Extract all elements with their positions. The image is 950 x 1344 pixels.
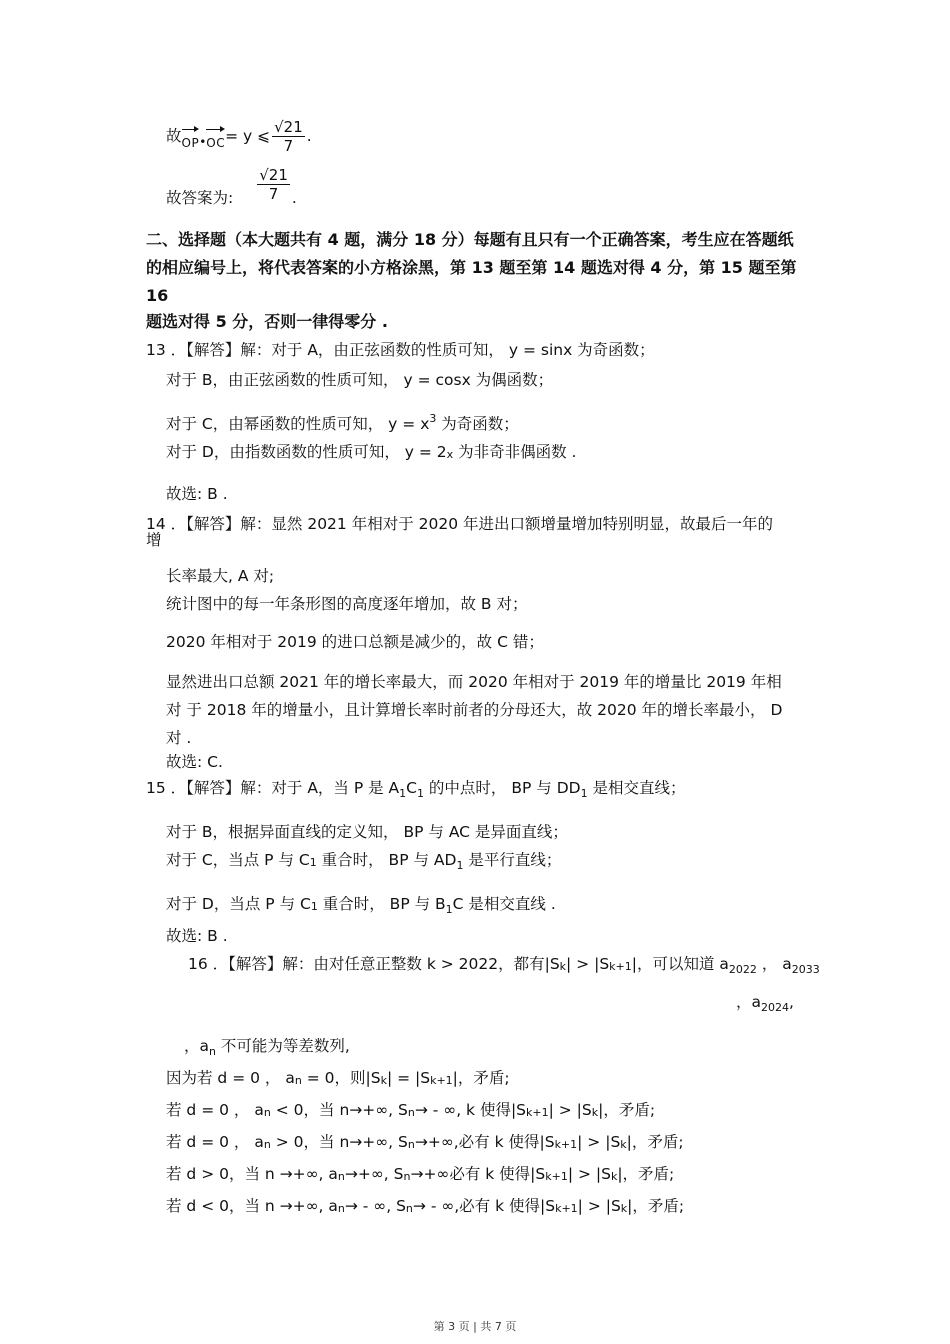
q16-line7: 若 d > 0，当 n →+∞, $a_n\to+\infty$, $S_n\to+\infty$必有 k 使得$|S_{k+1}| > |S_k|$，矛盾; (166, 1165, 675, 1183)
vector-op: OP (182, 127, 200, 153)
q14-line1: 14 ．【解答】解：显然 2021 年相对于 2020 年进出口额增量增加特别明显，故最后一年的 (146, 515, 774, 533)
q16-line1: 16 ．【解答】解：由对任意正整数 k > 2022，都有$|S_k| > |S_{k+1}|$，可以知道 $a_{2022}$ ， $a_{2033}$ (188, 955, 820, 976)
q13-choice: 故选: B . (166, 485, 228, 503)
q13-line4: 对于 D，由指数函数的性质可知， $y = 2_x$ 为非奇非偶函数 . (166, 443, 577, 461)
q15-line3: 对于 C，当点 P 与 $C_1$ 重合时， BP 与 $AD_1$ 是平行直线； (166, 851, 562, 872)
section-heading-line2: 的相应编号上，将代表答案的小方格涂黑，第 13 题至第 14 题选对得 4 分，第 15 题至第 (146, 258, 797, 277)
relation-text: = y ⩽ (225, 127, 271, 145)
q15-choice: 故选: B . (166, 927, 228, 945)
text-prefix: 故 (166, 127, 182, 145)
q15-line1: 15 ．【解答】解：对于 A，当 P 是 $A_1C_1$ 的中点时， BP 与 $DD_1$ 是相交直线； (146, 779, 686, 800)
answer-inequality-line: 故$OP_•OC= y$ ⩽ $\frac{√21}{7}$ . (166, 118, 312, 155)
q14-line2: 长率最大, A 对; (166, 567, 275, 585)
section-heading-line1: 二、选择题（本大题共有 4 题，满分 18 分）每题有且只有一个正确答案，考生应在答题纸 (146, 230, 794, 249)
q13-line1: 13 ．【解答】解：对于 A，由正弦函数的性质可知， y = sinx 为奇函数； (146, 341, 655, 359)
section-heading-line3: 16 (146, 286, 169, 305)
fraction-sqrt21-over-7: $\frac{√21}{7}$ (274, 118, 303, 155)
q16-line6: 若 d = 0 ， $a_n > 0$，当 n→+∞, $S_n\to+\infty$,必有 k 使得$|S_{k+1}| > |S_k|$，矛盾; (166, 1133, 684, 1151)
answer-label: 故答案为: (166, 189, 234, 207)
q13-line2: 对于 B，由正弦函数的性质可知， y = cosx 为偶函数； (166, 371, 554, 389)
q14-line3: 统计图中的每一年条形图的高度逐年增加，故 B 对； (166, 595, 528, 613)
q14-line4: 2020 年相对于 2019 的进口总额是减少的，故 C 错； (166, 633, 544, 651)
q13-line3: 对于 C，由幂函数的性质可知， $y = x^3$ 为奇函数； (166, 412, 519, 433)
q16-line5: 若 d = 0 ， $a_n < 0$，当 n→+∞, $S_n\to$ - ∞, k 使得$|S_{k+1}| > |S_k|$，矛盾; (166, 1101, 656, 1119)
q16-line2: ，$a_{2024}$, (736, 993, 794, 1014)
q14-line1-wrap: 增 (146, 531, 162, 549)
final-answer-line: 故答案为: $\frac{√21}{7}$ . (166, 166, 297, 207)
q16-line8: 若 d < 0，当 n →+∞, $a_n\to$ - ∞, $S_n\to$ - ∞,必有 k 使得$|S_{k+1}| > |S_k|$，矛盾; (166, 1197, 685, 1215)
q14-choice: 故选: C. (166, 753, 223, 771)
q15-line2: 对于 B，根据异面直线的定义知， BP 与 AC 是异面直线； (166, 823, 568, 841)
page-footer: 第 3 页 | 共 7 页 (433, 1320, 517, 1333)
section-heading-line4: 题选对得 5 分，否则一律得零分 . (146, 312, 388, 331)
q15-line4: 对于 D，当点 P 与 $C_1$ 重合时， BP 与 $B_1C$ 是相交直线 . (166, 895, 556, 916)
fraction-sqrt21-over-7: $\frac{√21}{7}$ (259, 166, 288, 203)
q14-line7: 对 . (166, 729, 192, 747)
dot-operator: • (199, 135, 207, 149)
q16-line4: 因为若 d = 0 ， $a_n = 0$，则$|S_k| = |S_{k+1}|$，矛盾; (166, 1069, 510, 1087)
q16-line3: ，$a_n$ 不可能为等差数列, (184, 1037, 350, 1058)
q14-line5: 显然进出口总额 2021 年的增长率最大，而 2020 年相对于 2019 年的增量比 2019 年相 (166, 673, 782, 691)
q14-line6: 对 于 2018 年的增量小，且计算增长率时前者的分母还大，故 2020 年的增长率最小， D (166, 701, 783, 719)
vector-oc: OC (206, 127, 225, 153)
